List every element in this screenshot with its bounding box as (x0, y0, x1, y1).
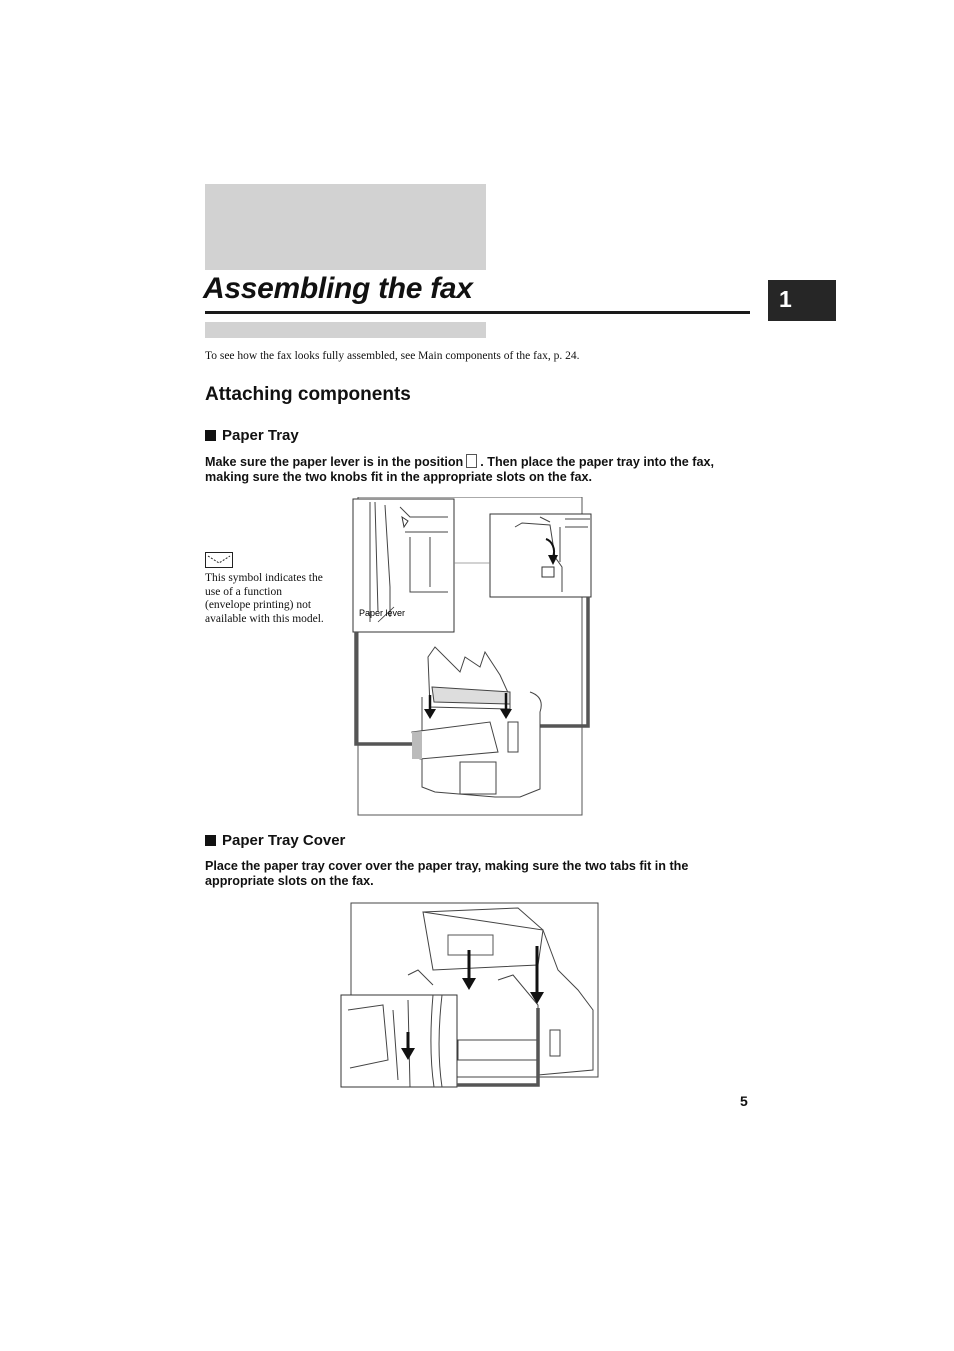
envelope-icon (205, 552, 233, 568)
section-heading: Attaching components (205, 384, 411, 405)
paper-tray-cover-heading (205, 832, 345, 849)
chapter-tab (768, 280, 836, 321)
title-rule (205, 311, 750, 314)
note-text: This symbol indicates the use of a function (envelope printing) not available with this model. (205, 572, 324, 625)
paper-tray-instruction-part1: Make sure the paper lever is in the position (205, 455, 464, 469)
paper-tray-instruction-part2: . Then place the paper tray into the fax, making sure the two knobs fit in the appropriate slots on the fax. (205, 455, 714, 484)
paper-tray-cover-heading-text: Paper Tray Cover (222, 832, 346, 849)
chapter-number: 1 (779, 286, 792, 312)
header-grey-band-top (205, 184, 486, 270)
square-bullet-icon (205, 835, 216, 846)
square-bullet-icon (205, 430, 216, 441)
header-grey-band-bottom (205, 322, 486, 338)
paper-tray-cover-figure (338, 900, 602, 1092)
paper-tray-cover-instruction: Place the paper tray cover over the paper tray, making sure the two tabs fit in the appropriate slots on the fax. (205, 859, 689, 888)
paper-tray-heading-text: Paper Tray (222, 427, 299, 444)
paper-lever-position-icon (466, 454, 477, 468)
intro-text: To see how the fax looks fully assembled, see Main components of the fax, p. 24. (205, 350, 580, 362)
page-title: Assembling the fax (203, 272, 473, 305)
paper-tray-instruction (205, 454, 750, 485)
paper-tray-heading (205, 427, 299, 444)
paper-lever-label: Paper lever (359, 608, 406, 618)
paper-tray-figure (350, 497, 595, 819)
page-number: 5 (740, 1093, 748, 1109)
